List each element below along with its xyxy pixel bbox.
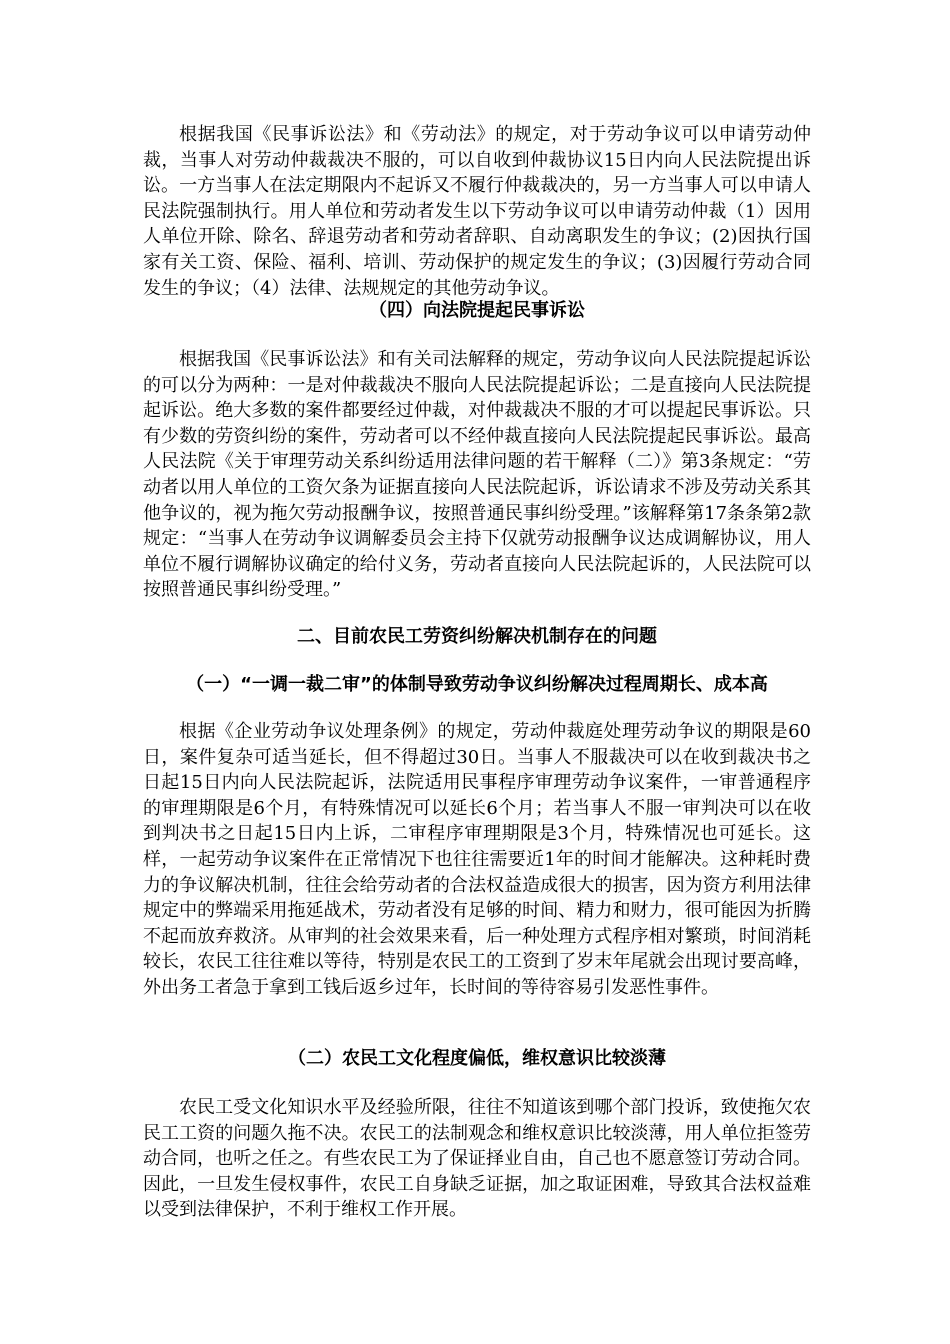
heading-civil-litigation: （四）向法院提起民事诉讼 <box>369 300 585 321</box>
heading-section-two: 二、目前农民工劳资纠纷解决机制存在的问题 <box>297 626 657 647</box>
paragraph-low-education: 农民工受文化知识水平及经验所限，往往不知道该到哪个部门投诉，致使拖欠农民工工资的问题久拖不决。农民工的法制观念和维权意识比较淡薄，用人单位拒签劳动合同，也听之任之。有些农民工为了保证择业自由，自己也不愿意签订劳动合同。因此，一旦发生侵权事件，农民工自身缺乏证据，加之取证困难，导致其合法权益难以受到法律保护，不利于维权工作开展。 <box>143 1097 811 1221</box>
paragraph-civil-litigation: 根据我国《民事诉讼法》和有关司法解释的规定，劳动争议向人民法院提起诉讼的可以分为两种：一是对仲裁裁决不服向人民法院提起诉讼；二是直接向人民法院提起诉讼。绝大多数的案件都要经过仲裁，对仲裁裁决不服的才可以提起民事诉讼。只有少数的劳资纠纷的案件，劳动者可以不经仲裁直接向人民法院提起民事诉讼。最高人民法院《关于审理劳动关系纠纷适用法律问题的若干解释（二）》第3条规定：“劳动者以用人单位的工资欠条为证据直接向人民法院起诉，诉讼请求不涉及劳动关系其他争议的，视为拖欠劳动报酬争议，按照普通民事纠纷受理。”该解释第17条条第2款规定：“当事人在劳动争议调解委员会主持下仅就劳动报酬争议达成调解协议，用人单位不履行调解协议确定的给付义务，劳动者直接向人民法院起诉的，人民法院可以按照普通民事纠纷受理。” <box>143 349 811 601</box>
paragraph-long-process: 根据《企业劳动争议处理条例》的规定，劳动仲裁庭处理劳动争议的期限是60日，案件复杂可适当延长，但不得超过30日。当事人不服裁决可以在收到裁决书之日起15日内向人民法院起诉，法院适用民事程序审理劳动争议案件，一审普通程序的审理期限是6个月，有特殊情况可以延长6个月；若当事人不服一审判决可以在收到判决书之日起15日内上诉，二审程序审理期限是3个月，特殊情况也可延长。这样，一起劳动争议案件在正常情况下也往往需要近1年的时间才能解决。这种耗时费力的争议解决机制，往往会给劳动者的合法权益造成很大的损害，因为资方利用法律规定中的弊端采用拖延战术，劳动者没有足够的时间、精力和财力，很可能因为折腾不起而放弃救济。从审判的社会效果来看，后一种处理方式程序相对繁琐，时间消耗较长，农民工往往难以等待，特别是农民工的工资到了岁末年尾就会出现讨要高峰，外出务工者急于拿到工钱后返乡过年，长时间的等待容易引发恶性事件。 <box>143 721 811 998</box>
heading-long-process: （一）“一调一裁二审”的体制导致劳动争议纠纷解决过程周期长、成本高 <box>186 674 768 695</box>
heading-low-education: （二）农民工文化程度偏低，维权意识比较淡薄 <box>288 1048 666 1069</box>
paragraph-labor-arbitration: 根据我国《民事诉讼法》和《劳动法》的规定，对于劳动争议可以申请劳动仲裁，当事人对劳动仲裁裁决不服的，可以自收到仲裁协议15日内向人民法院提出诉讼。一方当事人在法定期限内不起诉又不履行仲裁裁决的，另一方当事人可以申请人民法院强制执行。用人单位和劳动者发生以下劳动争议可以申请劳动仲裁（1）因用人单位开除、除名、辞退劳动者和劳动者辞职、自动离职发生的争议；(2)因执行国家有关工资、保险、福利、培训、劳动保护的规定发生的争议；(3)因履行劳动合同发生的争议；（4）法律、法规规定的其他劳动争议。 <box>143 124 811 299</box>
